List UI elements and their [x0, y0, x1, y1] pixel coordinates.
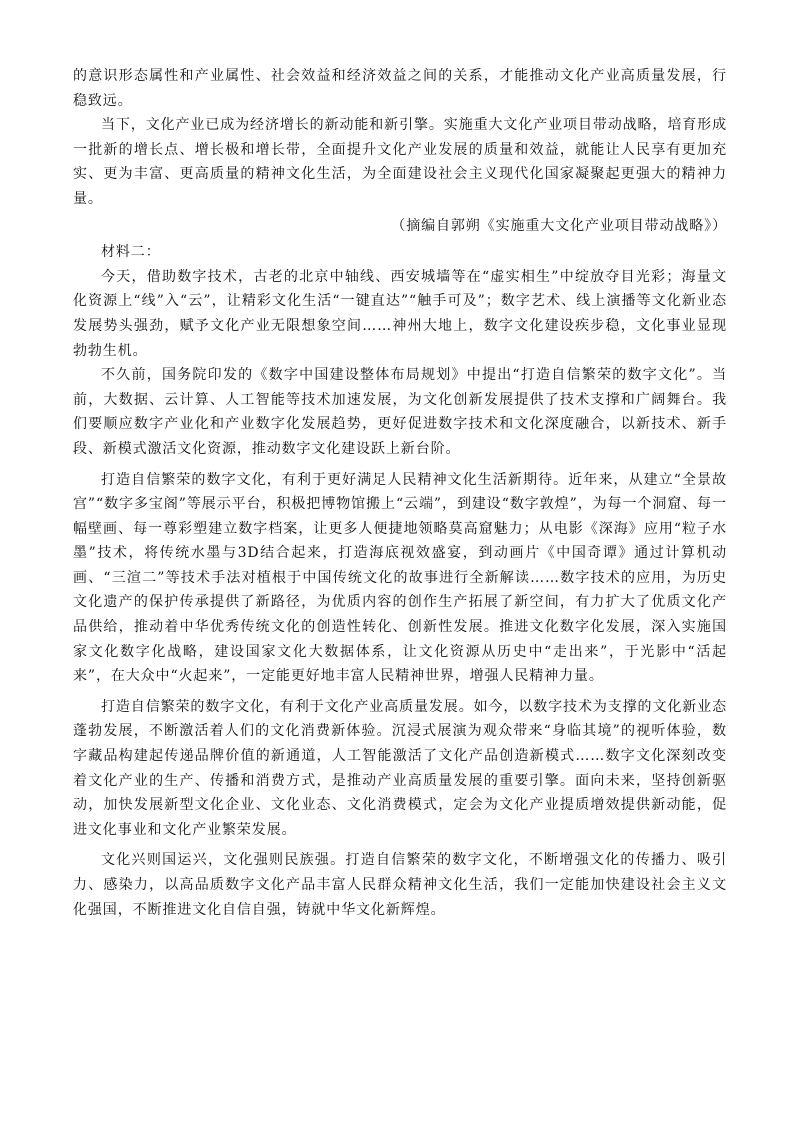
document-body [73, 64, 727, 922]
paragraph-digital-tech: 今天，借助数字技术，古老的北京中轴线、西安城墙等在“虚实相生”中绽放夺目光彩；海量文化资源上“线”入“云”，让精彩文化生活“一键直达”“触手可及”；数字艺术、线上演播等文化新业态发展势头强劲，赋予文化产业无限想象空间……神州大地上，数字文化建设疾步稳，文化事业显现勃勃生机。 [73, 268, 727, 359]
paragraph-cultural-industry: 当下，文化产业已成为经济增长的新动能和新引擎。实施重大文化产业项目带动战略，培育形成一批新的增长点、增长极和增长带，全面提升文化产业发展的质量和效益，就能让人民享有更加充实、更为丰富、更高质量的精神文化生活，为全面建设社会主义现代化国家凝聚起更强大的精神力量。 [73, 117, 727, 207]
paragraph-people-needs: 打造自信繁荣的数字文化，有利于更好满足人民精神文化生活新期待。近年来，从建立“全景故宫”“数字多宝阁”等展示平台，积极把博物馆搬上“云端”，到建设“数字敦煌”，为每一个洞窟、每一幅壁画、每一尊彩塑建立数字档案，让更多人便捷地领略莫高窟魅力；从电影《深海》应用“粒子水墨”技术，将传统水墨与3D结合起来，打造海底视效盛宴，到动画片《中国奇谭》通过计算机动画、“三渲二”等技术手法对植根于中国传统文化的故事进行全新解读……数字技术的应用，为历史文化遗产的保护传承提供了新路径，为优质内容的创作生产拓展了新空间，有力扩大了优质文化产品供给，推动着中华优秀传统文化的创造性转化、创新性发展。推进文化数字化发展，深入实施国家文化数字化战略，建设国家文化大数据体系，让文化资源从历史中“走出来”，于光影中“活起来”，在大众中“火起来”，一定能更好地丰富人民精神世界，增强人民精神力量。 [73, 471, 727, 685]
source-citation: （摘编自郭朔《实施重大文化产业项目带动战略》） [391, 217, 727, 234]
paragraph-conclusion: 文化兴则国运兴，文化强则民族强。打造自信繁荣的数字文化，不断增强文化的传播力、吸引力、感染力，以高品质数字文化产品丰富人民群众精神文化生活，我们一定能加快建设社会主义文化强国，不断推进文化自信自强，铸就中华文化新辉煌。 [73, 852, 727, 918]
paragraph-continuation: 的意识形态属性和产业属性、社会效益和经济效益之间的关系，才能推动文化产业高质量发展，行稳致远。 [73, 68, 727, 109]
paragraph-state-council: 不久前，国务院印发的《数字中国建设整体布局规划》中提出“打造自信繁荣的数字文化”。当前，大数据、云计算、人工智能等技术加速发展，为文化创新发展提供了技术支撑和广阔舞台。我们要顺应数字产业化和产业数字化发展趋势，更好促进数字技术和文化深度融合，以新技术、新手段、新模式激活文化资源，推动数字文化建设跃上新台阶。 [73, 367, 727, 457]
paragraph-industry-development: 打造自信繁荣的数字文化，有利于文化产业高质量发展。如今，以数字技术为支撑的文化新业态蓬勃发展，不断激活着人们的文化消费新体验。沉浸式展演为观众带来“身临其境”的视听体验，数字藏品构建起传递品牌价值的新通道，人工智能激活了文化产品创造新模式……数字文化深刻改变着文化产业的生产、传播和消费方式，是推动产业高质量发展的重要引擎。面向未来，坚持创新驱动，加快发展新型文化企业、文化业态、文化消费模式，定会为文化产业提质增效提供新动能，促进文化事业和文化产业繁荣发展。 [73, 698, 727, 838]
material-two-heading: 材料二： [101, 244, 161, 261]
